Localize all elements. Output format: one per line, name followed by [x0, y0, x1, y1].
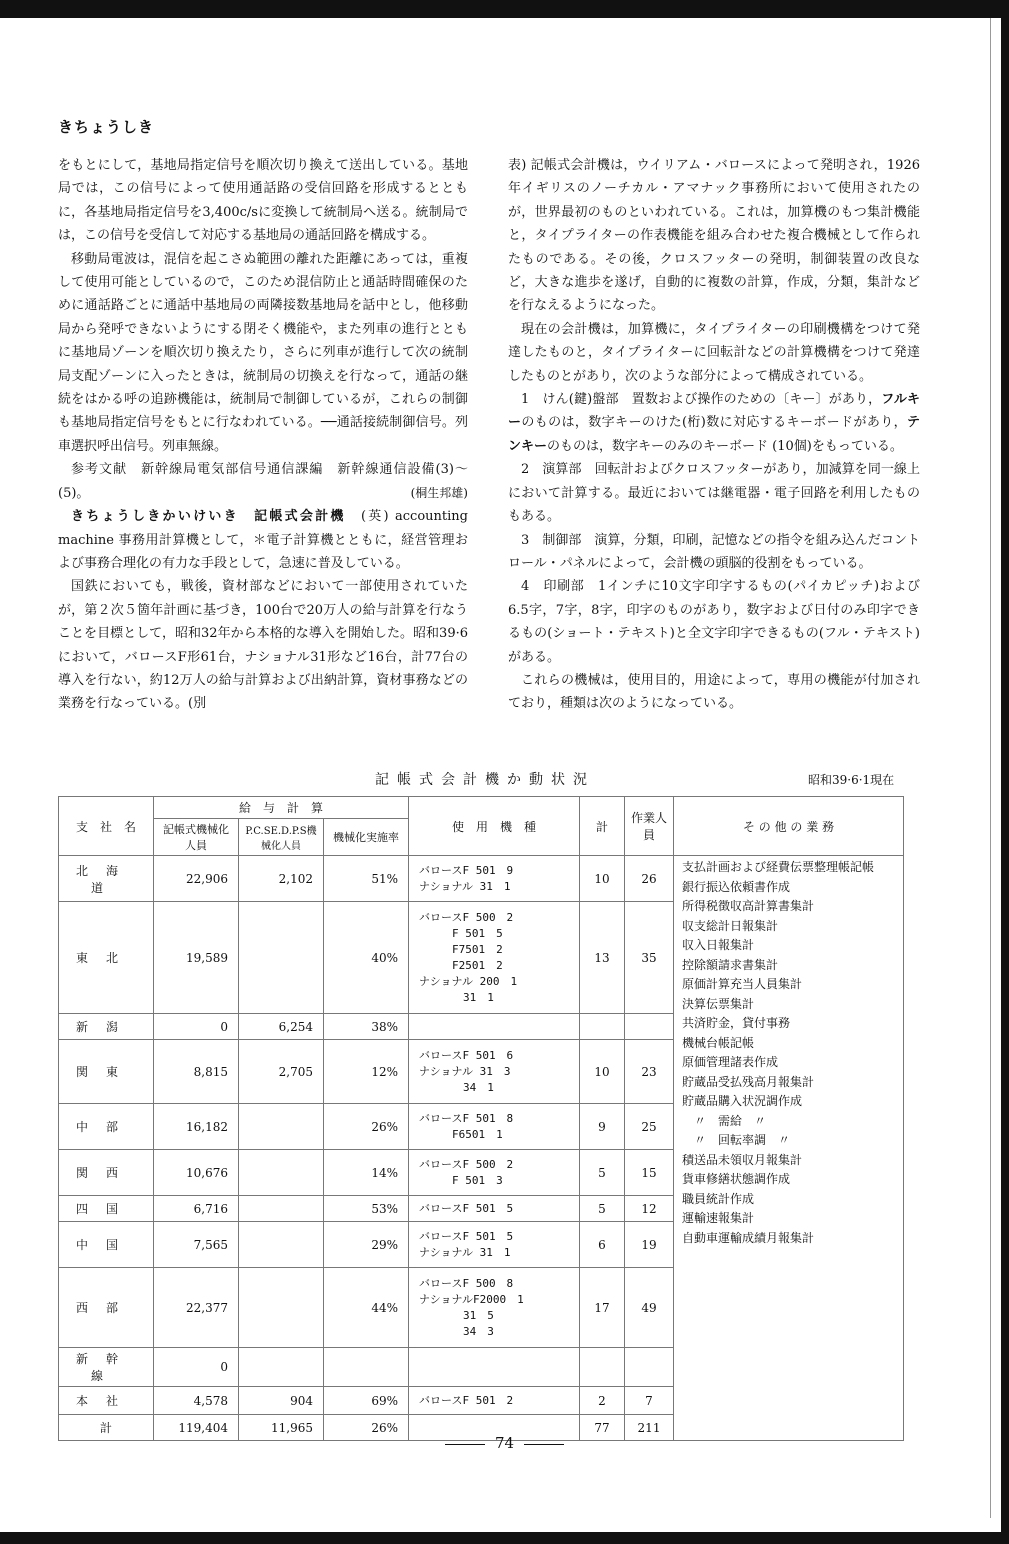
- cell-other-duties: [674, 856, 904, 1441]
- table-title: 記帳式会計機か動状況: [375, 772, 595, 788]
- cell-branch: 新幹線: [59, 1348, 154, 1387]
- right-border: [1001, 0, 1009, 1544]
- cell-rate: 40%: [324, 902, 409, 1014]
- cell-branch: 関東: [59, 1040, 154, 1104]
- cell-total: 17: [580, 1268, 625, 1348]
- left-column: [58, 154, 468, 716]
- other-duty: 控除額請求書集計: [682, 957, 779, 972]
- cell-total: 10: [580, 1040, 625, 1104]
- cell-branch: 北海道: [59, 856, 154, 902]
- other-duty: 決算伝票集計: [682, 996, 755, 1011]
- other-duty: 貯蔵品受払残高月報集計: [682, 1074, 815, 1089]
- cell-rate: 38%: [324, 1014, 409, 1040]
- cell-total: 5: [580, 1150, 625, 1196]
- cell-machines: バロースF 501 8 F6501 1: [409, 1104, 580, 1150]
- cell-total: 2: [580, 1387, 625, 1415]
- cell-machines: [409, 1014, 580, 1040]
- cell-mech: 16,182: [154, 1104, 239, 1150]
- left-paragraph-3: 国鉄においても，戦後，資材部などにおいて一部使用されていたが，第２次５箇年計画に基づき，100台で20万人の給与計算を行なうことを目標として，昭和32年から本格的な導入を開始した。昭和39·6において，バロースF形61台，ナショナル31形など16台，計77台の導入を行ない，約12万人の給与計算および出納計算，資材事務などの業務を行なっている。(別: [58, 579, 468, 712]
- cell-total: [580, 1348, 625, 1387]
- cell-machines: バロースF 500 8 ナショナルF2000 1 31 5 34 3: [409, 1268, 580, 1348]
- header-other: そ の 他 の 業 務: [674, 797, 904, 856]
- cell-pcs: 6,254: [239, 1014, 324, 1040]
- top-border: [0, 0, 1009, 18]
- header-machines: 使 用 機 種: [409, 797, 580, 856]
- reference-author: (桐生邦雄): [410, 485, 468, 500]
- header-total: 計: [580, 797, 625, 856]
- cell-machines: バロースF 501 2: [409, 1387, 580, 1415]
- header-branch: 支 社 名: [59, 797, 154, 856]
- item-arithmetic: 2 演算部 回転計およびクロスフッターがあり，加減算を同一線上において計算する。最近においては継電器・電子回路を利用したものもある。: [508, 462, 920, 525]
- cell-pcs: 904: [239, 1387, 324, 1415]
- cell-pcs: [239, 1104, 324, 1150]
- other-duty: 〃 回転率調 〃: [694, 1133, 791, 1147]
- other-duty: 職員統計作成: [682, 1191, 755, 1206]
- cell-pcs: 11,965: [239, 1415, 324, 1441]
- cell-branch: 西部: [59, 1268, 154, 1348]
- other-duty: 積送品未領収月報集計: [682, 1152, 803, 1167]
- operation-status-table: [58, 796, 904, 1441]
- entry-body: (英) accounting machine 事務用計算機として，＊電子計算機とともに，経営管理および事務合理化の有力な手段として，急速に普及している。: [58, 509, 468, 571]
- cell-machines: バロースF 500 2 F 501 5 F7501 2 F2501 2 ナショナル 200 1 31 1: [409, 902, 580, 1014]
- left-paragraph-2: 移動局電波は，混信を起こさぬ範囲の離れた距離にあっては，重複して使用可能としているので，このため混信防止と通話時間確保のために通話路ごとに通話中基地局の両隣接数基地局を話中とし，他移動局から発呼できないようにする閉そく機能や，また列車の進行とともに基地局ゾーンを順次切り換えたり，さらに列車が進行して次の統制局支配ゾーンに入ったときは，統制局の切換えを行なって，通話の継続をはかる呼の追跡機能は，統制局で制御しているが，これらの制御も基地局指定信号をもとに行なわれている。──通話接続制御信号。列車選択呼出信号。列車無線。: [58, 251, 468, 454]
- cell-rate: 26%: [324, 1104, 409, 1150]
- other-duty: 〃 需給 〃: [694, 1113, 767, 1128]
- cell-workers: 25: [625, 1104, 674, 1150]
- cell-mech: 0: [154, 1348, 239, 1387]
- cell-pcs: [239, 902, 324, 1014]
- cell-total: 6: [580, 1222, 625, 1268]
- other-duty: 原価計算充当人員集計: [682, 977, 803, 991]
- cell-total: 9: [580, 1104, 625, 1150]
- cell-rate: 53%: [324, 1196, 409, 1222]
- reference: [58, 458, 468, 505]
- cell-total: [580, 1014, 625, 1040]
- cell-total: 5: [580, 1196, 625, 1222]
- cell-branch: 中国: [59, 1222, 154, 1268]
- cell-branch: 新潟: [59, 1014, 154, 1040]
- cell-mech: 8,815: [154, 1040, 239, 1104]
- cell-workers: 49: [625, 1268, 674, 1348]
- cell-machines: バロースF 501 6 ナショナル 31 3 34 1: [409, 1040, 580, 1104]
- other-duty: 原価管理諸表作成: [682, 1055, 779, 1069]
- other-duty: 銀行振込依頼書作成: [682, 879, 791, 894]
- cell-pcs: [239, 1150, 324, 1196]
- full-key-term: フルキー: [508, 392, 920, 431]
- cell-machines: バロースF 501 5 ナショナル 31 1: [409, 1222, 580, 1268]
- page-number-text: 74: [494, 1434, 515, 1452]
- item-control: 3 制御部 演算，分類，印刷，記憶などの指令を組み込んだコントロール・パネルによって，会計機の頭脳的役割をもっている。: [508, 532, 920, 571]
- cell-workers: 15: [625, 1150, 674, 1196]
- right-margin-line: [990, 18, 991, 1518]
- cell-workers: [625, 1014, 674, 1040]
- other-duty: 収入日報集計: [682, 938, 755, 952]
- right-paragraph-3: これらの機械は，使用目的，用途によって，専用の機能が付加されており，種類は次のようになっている。: [508, 672, 920, 712]
- cell-rate: 26%: [324, 1415, 409, 1441]
- cell-mech: 22,377: [154, 1268, 239, 1348]
- left-paragraph-1: をもとにして，基地局指定信号を順次切り換えて送出している。基地局では，この信号によって使用通話路の受信回路を形成するとともに，各基地局指定信号を3,400c/sに変換して統制局へ送る。統制局では，この信号を受信して対応する基地局の通話回路を構成する。: [58, 158, 468, 244]
- cell-mech: 19,589: [154, 902, 239, 1014]
- reference-text: 参考文献 新幹線局電気部信号通信課編 新幹線通信設備(3)〜(5)。: [58, 462, 468, 501]
- table-row: [59, 856, 904, 902]
- cell-workers: 19: [625, 1222, 674, 1268]
- right-paragraph-2: 現在の会計機は，加算機に，タイプライターの印刷機構をつけて発達したものと，タイプライターに回転計などの計算機構をつけて発達したものとがあり，次のような部分によって構成されている。: [508, 321, 920, 384]
- cell-machines: バロースF 501 5: [409, 1196, 580, 1222]
- right-paragraph-1: 表) 記帳式会計機は，ウイリアム・バロースによって発明され，1926年イギリスのノーチカル・アマナック事務所において使用されたのが，世界最初のものといわれている。これは，加算機のもつ集計機能と，タイプライターの作表機能を組み合わせた複合機械として作られたものである。その後，クロスフッターの発明，制御装置の改良など，大きな進歩を遂げ，自動的に複数の計算，作成，分類，集計などを行なえるようになった。: [508, 158, 920, 314]
- cell-pcs: 2,705: [239, 1040, 324, 1104]
- bottom-border: [0, 1532, 1009, 1544]
- cell-mech: 22,906: [154, 856, 239, 902]
- cell-workers: [625, 1348, 674, 1387]
- entry-term: きちょうしきかいけいき 記帳式会計機: [71, 509, 346, 525]
- item-keyboard-text-c: のものは，数字キーのみのキーボード (10個)をもっている。: [547, 438, 903, 454]
- cell-mech: 10,676: [154, 1150, 239, 1196]
- other-duty: 自動車運輸成績月報集計: [682, 1230, 815, 1245]
- cell-workers: 35: [625, 902, 674, 1014]
- cell-machines: [409, 1348, 580, 1387]
- table-date: 昭和39·6·1現在: [808, 773, 895, 787]
- cell-machines: バロースF 501 9 ナショナル 31 1: [409, 856, 580, 902]
- header-workers: 作業人員: [625, 797, 674, 856]
- cell-workers: 12: [625, 1196, 674, 1222]
- other-duty: 機械台帳記帳: [682, 1035, 755, 1050]
- other-duty: 支払計画および経費伝票整理帳記帳: [682, 860, 875, 874]
- other-duty: 共済貯金，貸付事務: [682, 1016, 791, 1030]
- cell-branch: 四国: [59, 1196, 154, 1222]
- cell-branch: 本社: [59, 1387, 154, 1415]
- cell-mech: 7,565: [154, 1222, 239, 1268]
- header-salary: 給 与 計 算: [154, 797, 409, 819]
- page-number: [0, 1434, 1009, 1452]
- page-header: きちょうしき: [58, 118, 155, 136]
- cell-total: 13: [580, 902, 625, 1014]
- cell-rate: 44%: [324, 1268, 409, 1348]
- cell-rate: [324, 1348, 409, 1387]
- cell-pcs: [239, 1196, 324, 1222]
- cell-branch: 東北: [59, 902, 154, 1014]
- item-keyboard-text-b: のものは，数字キーのけた(桁)数に対応するキーボードがあり，: [521, 415, 907, 431]
- cell-pcs: [239, 1268, 324, 1348]
- cell-mech: 119,404: [154, 1415, 239, 1441]
- cell-branch: 関西: [59, 1150, 154, 1196]
- cell-rate: 14%: [324, 1150, 409, 1196]
- cell-rate: 12%: [324, 1040, 409, 1104]
- header-rate: 機械化実施率: [324, 819, 409, 856]
- other-duty: 貯蔵品購入状況調作成: [682, 1094, 803, 1108]
- ten-key-term: テンキー: [508, 415, 920, 454]
- cell-workers: 23: [625, 1040, 674, 1104]
- cell-workers: 211: [625, 1415, 674, 1441]
- item-keyboard-text-a: 1 けん(鍵)盤部 置数および操作のための〔キー〕があり，: [521, 392, 882, 408]
- cell-workers: 26: [625, 856, 674, 902]
- other-duty: 所得税徴収高計算書集計: [682, 899, 815, 913]
- cell-total: 77: [580, 1415, 625, 1441]
- item-print: 4 印刷部 1インチに10文字印字するもの(パイカピッチ)および6.5字，7字，8字，印字のものがあり，数字および日付のみ印字できるもの(ショート・テキスト)と全文字印字できるもの(フル・テキスト)がある。: [508, 579, 920, 665]
- cell-branch: 中部: [59, 1104, 154, 1150]
- cell-mech: 0: [154, 1014, 239, 1040]
- item-keyboard: [508, 388, 920, 458]
- cell-rate: 51%: [324, 856, 409, 902]
- cell-rate: 69%: [324, 1387, 409, 1415]
- cell-mech: 4,578: [154, 1387, 239, 1415]
- other-duty: 運輸速報集計: [682, 1211, 755, 1225]
- cell-machines: バロースF 500 2 F 501 3: [409, 1150, 580, 1196]
- other-duty: 貨車修繕状態調作成: [682, 1172, 791, 1186]
- right-column: [508, 154, 920, 716]
- cell-pcs: 2,102: [239, 856, 324, 902]
- cell-total: 10: [580, 856, 625, 902]
- cell-pcs: [239, 1222, 324, 1268]
- cell-rate: 29%: [324, 1222, 409, 1268]
- cell-branch: 計: [59, 1415, 154, 1441]
- cell-workers: 7: [625, 1387, 674, 1415]
- header-pcs-people: P.C.SE.D.P.S機械化人員: [239, 819, 324, 856]
- cell-mech: 6,716: [154, 1196, 239, 1222]
- entry-paragraph: [58, 505, 468, 575]
- cell-pcs: [239, 1348, 324, 1387]
- other-duty: 収支総計日報集計: [682, 918, 779, 933]
- header-mech-people: 記帳式機械化人員: [154, 819, 239, 856]
